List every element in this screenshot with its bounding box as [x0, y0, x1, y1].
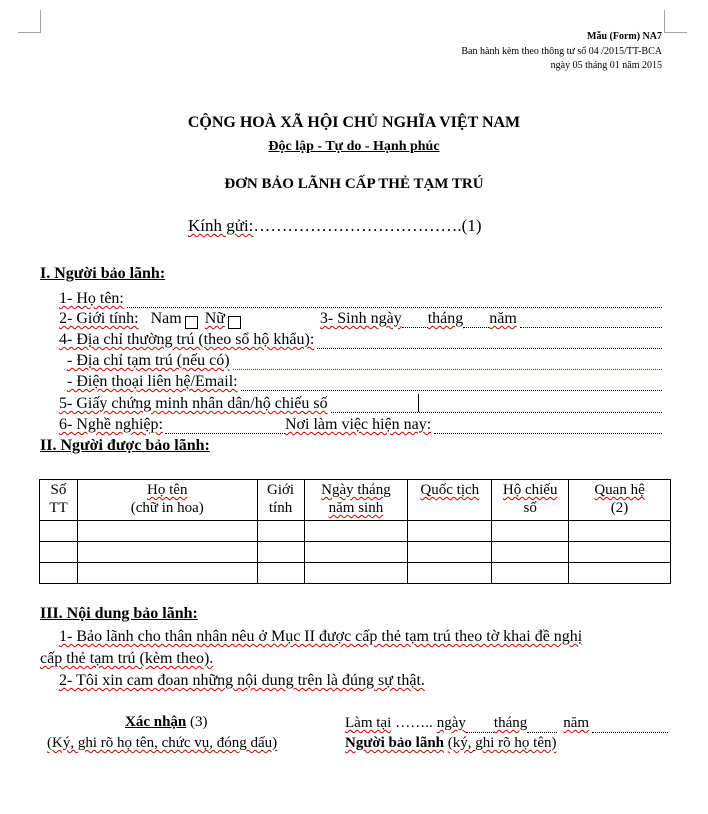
job-label: 6- Nghề nghiệp: [59, 416, 163, 433]
content-item1-line2 [40, 648, 213, 670]
gender-label: 2- Giới tính: [59, 310, 139, 327]
permanent-address-field[interactable] [59, 330, 662, 349]
month-input[interactable] [527, 719, 557, 733]
header-cell-dob: Ngày tháng năm sinh [304, 480, 408, 521]
workplace-label: Nơi làm việc hiện nay: [284, 416, 432, 433]
header-cell-relationship: Quan hệ (2) [569, 480, 671, 521]
dob-day-input[interactable] [402, 313, 428, 328]
section3-title [40, 605, 198, 623]
job-workplace-row [59, 415, 662, 434]
crop-mark-top-left [18, 10, 41, 33]
header-cell-no: Số TT [40, 480, 78, 521]
place-date-row [345, 714, 668, 733]
table-row[interactable] [40, 521, 671, 542]
text-cursor [418, 394, 419, 412]
header-cell-name: Họ tên (chữ in hoa) [77, 480, 257, 521]
table-row[interactable] [40, 563, 671, 584]
temporary-address-input[interactable] [233, 355, 662, 370]
year-input[interactable] [592, 718, 668, 733]
section1-title [40, 265, 165, 283]
table-row[interactable] [40, 542, 671, 563]
confirm-sub-text: (Ký, ghi rõ họ tên, chức vụ, đóng dấu) [47, 735, 278, 751]
gender-dob-row [59, 309, 662, 328]
national-title: CỘNG HOÀ XÃ HỘI CHỦ NGHĨA VIỆT NAM [187, 114, 521, 131]
content-item1-line1 [59, 626, 679, 648]
guarantor-sub: (ký, ghi rõ họ tên) [447, 735, 557, 751]
section2-title-text: II. Người được bảo lãnh: [40, 437, 210, 454]
dob-month-label: tháng [427, 310, 464, 327]
issued-line: Ban hành kèm theo thông tư số 04 /2015/TT-BCA [461, 46, 662, 57]
guarantor-name-field[interactable] [59, 289, 662, 308]
dob-year-input[interactable] [520, 313, 662, 328]
job-input[interactable] [165, 419, 285, 434]
recipient-dots[interactable]: ………………………………. [253, 216, 462, 235]
confirm-heading [125, 714, 208, 731]
id-number-input[interactable] [331, 398, 662, 413]
confirm-sub [47, 735, 277, 752]
document-title: ĐƠN BẢO LÃNH CẤP THẺ TẠM TRÚ [224, 176, 484, 192]
permanent-address-label: 4- Địa chỉ thường trú (theo sổ hộ khẩu): [59, 331, 315, 348]
confirm-label: Xác nhận [125, 714, 187, 730]
phone-email-input[interactable] [241, 376, 662, 391]
female-checkbox[interactable] [228, 316, 241, 329]
content-item2-text: 2- Tôi xin cam đoan những nội dung trên là đúng sự thật. [59, 672, 425, 689]
place-label: Làm tại [345, 715, 392, 731]
id-number-label: 5- Giấy chứng minh nhân dân/hộ chiếu số [59, 395, 328, 412]
temporary-address-label: - Địa chỉ tạm trú (nếu có) [67, 352, 230, 369]
gender-female-label: Nữ [204, 310, 225, 327]
guarantor-label: Người bảo lãnh [345, 735, 445, 751]
content-item2 [59, 670, 425, 692]
phone-email-field[interactable] [67, 372, 662, 391]
recipient-line [188, 216, 482, 236]
guarantor-signature-heading [345, 735, 557, 752]
dob-month-input[interactable] [463, 313, 489, 328]
content-item1-line2-text: cấp thẻ tạm trú (kèm theo). [40, 650, 214, 667]
workplace-input[interactable] [434, 419, 662, 434]
temporary-address-field[interactable] [67, 351, 662, 370]
year-label: năm [563, 715, 590, 731]
month-label: tháng [493, 715, 528, 731]
content-item1-line1-text: 1- Bảo lãnh cho thân nhân nêu ở Mục II được cấp thẻ tạm trú theo tờ khai đề nghị [59, 628, 583, 645]
gender-male-label: Nam [150, 310, 182, 327]
place-input[interactable]: …….. [395, 715, 433, 731]
phone-email-label: - Điện thoại liên hệ/Email: [67, 373, 238, 390]
confirm-note: (3) [190, 714, 208, 730]
guaranteed-persons-table [39, 479, 671, 584]
header-cell-passport: Hộ chiếu số [492, 480, 569, 521]
dob-year-label: năm [489, 310, 517, 327]
id-number-field[interactable] [59, 394, 662, 413]
name-input[interactable] [127, 293, 662, 308]
table-header-row [40, 480, 671, 521]
permanent-address-input[interactable] [317, 334, 662, 349]
motto-wrap [0, 139, 708, 155]
form-code: Mẫu (Form) NA7 [587, 31, 662, 42]
name-label: 1- Họ tên: [59, 290, 124, 307]
section2-title [40, 437, 210, 455]
dob-label: 3- Sinh ngày [319, 310, 402, 327]
day-input[interactable] [466, 719, 494, 733]
motto: Độc lập - Tự do - Hạnh phúc [268, 139, 440, 154]
section1-title-text: I. Người bảo lãnh: [40, 265, 166, 282]
header-cell-nationality: Quốc tịch [408, 480, 492, 521]
recipient-label: Kính gửi: [188, 216, 254, 235]
header-cell-gender: Giới tính [257, 480, 304, 521]
crop-mark-top-right [664, 10, 687, 33]
section3-title-text: III. Nội dung bảo lãnh: [40, 605, 198, 622]
male-checkbox[interactable] [185, 316, 198, 329]
date-line: ngày 05 tháng 01 năm 2015 [550, 60, 662, 71]
day-label: ngày [436, 715, 466, 731]
recipient-note: (1) [461, 216, 482, 235]
